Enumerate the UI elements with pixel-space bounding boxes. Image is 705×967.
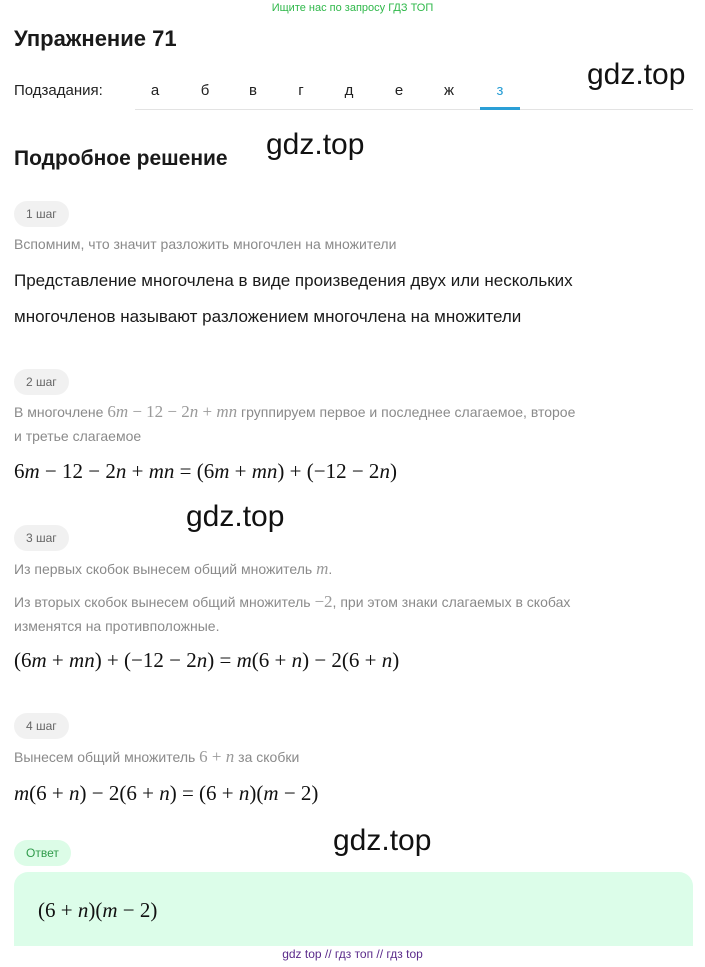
hint-text: В многочлене	[14, 404, 108, 420]
tabs-divider	[135, 109, 693, 110]
tab-z[interactable]: з	[480, 82, 520, 110]
subtasks-label: Подзадания:	[14, 82, 103, 99]
step-hint	[14, 557, 694, 581]
step-badge: 2 шаг	[14, 369, 69, 395]
tab-zh[interactable]: ж	[443, 82, 455, 99]
footer-links: gdz top // гдз топ // гдз top	[282, 947, 423, 961]
hint-text: изменятся на противположные.	[14, 618, 220, 634]
hint-text: группируем первое и последнее слагаемое, второе	[237, 404, 576, 420]
step-hint	[14, 590, 694, 638]
answer-badge: Ответ	[14, 840, 71, 866]
step-hint	[14, 745, 694, 769]
tab-g[interactable]: г	[298, 82, 304, 99]
hint-text: Вынесем общий множитель	[14, 749, 200, 765]
tab-v[interactable]: в	[249, 82, 257, 99]
hint-text: за скобки	[234, 749, 300, 765]
tab-b[interactable]: б	[200, 82, 210, 99]
hint-text: , при этом знаки слагаемых в скобах	[332, 594, 571, 610]
solution-heading: Подробное решение	[14, 147, 228, 170]
answer-box	[14, 872, 693, 946]
top-note: Ищите нас по запросу ГДЗ ТОП	[271, 2, 434, 14]
page-title: Упражнение 71	[14, 26, 177, 51]
hint-text: и третье слагаемое	[14, 428, 142, 444]
step-badge: 4 шаг	[14, 713, 69, 739]
answer-math: (6 + n)(m − 2)	[38, 898, 158, 922]
watermark: gdz.top	[587, 58, 686, 91]
tab-e[interactable]: е	[394, 82, 404, 99]
step-hint: Вспомним, что значит разложить многочлен на множители	[14, 236, 397, 252]
step-math: m(6 + n) − 2(6 + n) = (6 + n)(m − 2)	[14, 781, 319, 805]
step-hint	[14, 400, 694, 448]
step-math: 6m − 12 − 2n + mn = (6m + mn) + (−12 − 2n)	[14, 459, 397, 483]
inline-math: 6m − 12 − 2n + mn	[107, 402, 238, 421]
hint-text: Из вторых скобок вынесем общий множитель	[14, 594, 315, 610]
step-badge: 1 шаг	[14, 201, 69, 227]
tab-d[interactable]: д	[344, 82, 354, 99]
step-badge: 3 шаг	[14, 525, 69, 551]
watermark: gdz.top	[333, 824, 432, 857]
step-text: многочленов называют разложением многочлена на множители	[14, 307, 522, 326]
step-math: (6m + mn) + (−12 − 2n) = m(6 + n) − 2(6 + n)	[14, 648, 400, 672]
watermark: gdz.top	[186, 500, 285, 533]
tab-a[interactable]: а	[150, 82, 160, 99]
hint-text: .	[328, 561, 333, 577]
inline-math: −2	[314, 592, 333, 611]
inline-math: m	[316, 559, 329, 578]
watermark: gdz.top	[266, 128, 365, 161]
inline-math: 6 + n	[199, 747, 235, 766]
hint-text: Из первых скобок вынесем общий множитель	[14, 561, 317, 577]
step-text: Представление многочлена в виде произведения двух или нескольких	[14, 271, 573, 290]
